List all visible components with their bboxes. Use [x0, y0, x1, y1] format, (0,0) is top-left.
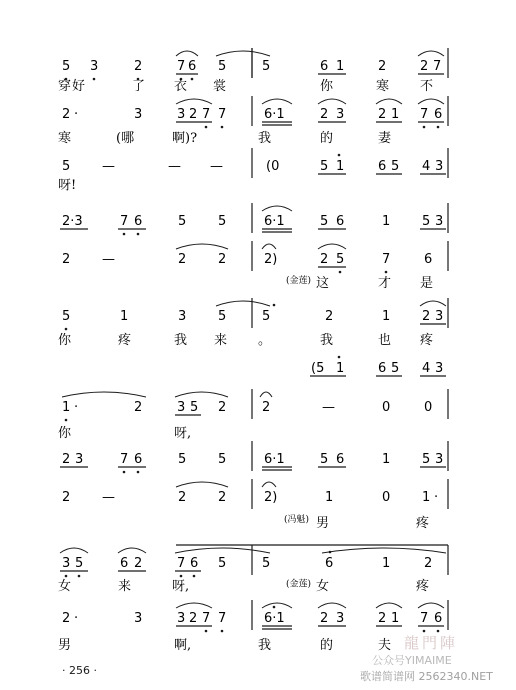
- lyric-char: 你: [320, 79, 334, 94]
- note: 2: [320, 611, 329, 626]
- note: 1: [391, 611, 400, 626]
- note: 5: [320, 214, 329, 229]
- note: 2: [320, 107, 329, 122]
- note: 6: [134, 452, 143, 467]
- note: 2: [62, 452, 71, 467]
- note: 2: [62, 252, 71, 267]
- note: 3: [336, 107, 345, 122]
- note: —: [102, 159, 115, 174]
- lyric-char: 夫: [378, 638, 392, 653]
- octave-dot: [205, 630, 208, 633]
- note: 7: [420, 611, 429, 626]
- note: 5: [190, 400, 199, 415]
- speaker-label: (冯魁): [284, 515, 310, 525]
- note: 1: [336, 361, 345, 376]
- note: 3: [75, 452, 84, 467]
- note: 3: [90, 59, 99, 74]
- note: 6: [434, 107, 443, 122]
- note: 3: [435, 159, 444, 174]
- note: 4: [422, 361, 431, 376]
- note: 1: [336, 159, 345, 174]
- lyric-char: 你: [58, 333, 72, 348]
- note: —: [102, 490, 115, 505]
- note: 2: [378, 107, 387, 122]
- note: 6·1: [264, 214, 285, 229]
- slur: [318, 244, 346, 249]
- note: 6: [325, 556, 334, 571]
- slur: [376, 99, 402, 104]
- note: 2: [378, 59, 387, 74]
- lyric-char: 男: [58, 638, 72, 653]
- note: 7: [218, 107, 227, 122]
- lyric-char: 我: [258, 638, 272, 653]
- note: 5: [178, 214, 187, 229]
- note: 5: [62, 309, 71, 324]
- note: 6: [320, 59, 329, 74]
- octave-dot: [437, 126, 440, 129]
- octave-dot: [137, 233, 140, 236]
- slur: [418, 51, 444, 56]
- note: 5: [422, 214, 431, 229]
- slur: [216, 51, 270, 56]
- note: ·: [434, 490, 439, 505]
- lyric-char: 来: [118, 579, 132, 594]
- octave-dot: [65, 575, 68, 578]
- octave-dot: [338, 154, 341, 157]
- note: 2: [325, 309, 334, 324]
- note: 5: [320, 452, 329, 467]
- octave-dot: [93, 78, 96, 81]
- slur: [62, 392, 146, 397]
- note: 5: [320, 159, 329, 174]
- note: 0: [382, 400, 391, 415]
- octave-dot: [339, 271, 342, 274]
- lyric-char: 你: [58, 426, 72, 441]
- slur: [176, 603, 212, 608]
- note: 7: [120, 452, 129, 467]
- octave-dot: [338, 356, 341, 359]
- note: —: [102, 252, 115, 267]
- note: 0: [424, 400, 433, 415]
- note: 6: [434, 611, 443, 626]
- note: 2·3: [62, 214, 83, 229]
- lyric-char: 的: [320, 131, 334, 146]
- note: 3: [62, 556, 71, 571]
- speaker-marks: [284, 274, 311, 590]
- note: 1: [382, 556, 391, 571]
- lyric-char: 男: [316, 516, 330, 531]
- note: 5: [391, 159, 400, 174]
- lyric-char: 是: [420, 276, 434, 291]
- note: 5: [262, 556, 271, 571]
- note: 2): [264, 490, 278, 505]
- note: 1: [382, 309, 391, 324]
- octave-dot: [180, 575, 183, 578]
- note: 2: [422, 309, 431, 324]
- note: 2: [134, 59, 143, 74]
- lyric-char: 啊)?: [172, 131, 198, 146]
- note: 3: [134, 611, 143, 626]
- note: 1: [336, 59, 345, 74]
- octave-dot: [193, 575, 196, 578]
- lyric-char: 的: [320, 638, 334, 653]
- slur: [418, 603, 444, 608]
- note: 2: [420, 59, 429, 74]
- slur: [216, 301, 270, 306]
- note: 7: [202, 107, 211, 122]
- lyric-char: 疼: [118, 333, 132, 348]
- note: 2: [189, 611, 198, 626]
- watermark-logo: 龍門陣: [404, 634, 459, 652]
- note: ·: [74, 611, 79, 626]
- lyric-char: 我: [258, 131, 272, 146]
- note: 2): [264, 252, 278, 267]
- lyric-char: 了: [132, 79, 146, 94]
- octave-dot: [273, 606, 276, 609]
- note: 2: [424, 556, 433, 571]
- lyric-char: 呀!: [58, 178, 77, 193]
- lyric-char: 妻: [378, 131, 392, 146]
- note: 1: [325, 490, 334, 505]
- note: ·: [74, 400, 79, 415]
- slur: [176, 482, 228, 487]
- lyric-char: 这: [316, 276, 330, 291]
- note: 6: [134, 214, 143, 229]
- watermark-site: 公众号YIMAIME: [372, 654, 452, 667]
- note: 2: [134, 556, 143, 571]
- note: 2: [320, 252, 329, 267]
- octave-dot: [78, 575, 81, 578]
- note: 5: [178, 452, 187, 467]
- note: 6: [378, 159, 387, 174]
- note: 5: [62, 159, 71, 174]
- note: —: [322, 400, 335, 415]
- octave-dot: [123, 471, 126, 474]
- note: 1: [422, 490, 431, 505]
- note: 6·1: [264, 107, 285, 122]
- note: 6: [190, 556, 199, 571]
- slur: [418, 99, 444, 104]
- note: 2: [262, 400, 271, 415]
- slur: [318, 603, 346, 608]
- note: (5: [311, 361, 325, 376]
- octave-dot: [221, 630, 224, 633]
- note: 5: [218, 309, 227, 324]
- note: 7: [120, 214, 129, 229]
- note: 6: [424, 252, 433, 267]
- note: 2: [62, 611, 71, 626]
- note: 6: [336, 452, 345, 467]
- slur: [176, 244, 228, 249]
- note: 5: [262, 309, 271, 324]
- note: 1: [391, 107, 400, 122]
- note: 5: [218, 452, 227, 467]
- lyric-char: 我: [174, 333, 188, 348]
- slur: [420, 301, 446, 306]
- note: 3: [336, 611, 345, 626]
- note: 5: [218, 59, 227, 74]
- note: 1: [382, 452, 391, 467]
- note: 5: [62, 59, 71, 74]
- note: 2: [62, 107, 71, 122]
- note: 3: [177, 107, 186, 122]
- note: 6: [188, 59, 197, 74]
- octave-dot: [273, 304, 276, 307]
- note: 6: [120, 556, 129, 571]
- octave-dot: [385, 271, 388, 274]
- slur: [118, 548, 146, 553]
- note: 2: [218, 252, 227, 267]
- note: 3: [435, 309, 444, 324]
- lyric-char: 裳: [213, 79, 227, 94]
- note: 3: [178, 309, 187, 324]
- note: 6·1: [264, 452, 285, 467]
- note: 6: [336, 214, 345, 229]
- lyric-char: 啊,: [174, 638, 192, 653]
- note: 4: [422, 159, 431, 174]
- slur: [262, 603, 292, 608]
- note: 7: [218, 611, 227, 626]
- lyric-char: 女: [316, 579, 330, 594]
- note: 5: [218, 556, 227, 571]
- note: 3: [177, 611, 186, 626]
- note: 1: [62, 400, 71, 415]
- note: 2: [218, 400, 227, 415]
- lyric-char: 呀,: [172, 579, 190, 594]
- page-number: · 256 ·: [62, 664, 97, 677]
- note: (0: [266, 159, 280, 174]
- note: 6: [378, 361, 387, 376]
- slur: [376, 603, 402, 608]
- slur: [262, 482, 276, 487]
- note: 6·1: [264, 611, 285, 626]
- lyric-char: 女: [58, 579, 72, 594]
- note: 3: [435, 452, 444, 467]
- slur: [322, 548, 446, 553]
- note: —: [168, 159, 181, 174]
- note: 5: [262, 59, 271, 74]
- octave-dot: [423, 126, 426, 129]
- note: 0: [382, 490, 391, 505]
- lyric-char: 疼: [416, 579, 430, 594]
- octave-dot: [65, 328, 68, 331]
- lyric-char: 。: [258, 333, 272, 348]
- octave-dot: [221, 126, 224, 129]
- octave-dot: [191, 78, 194, 81]
- slur: [318, 99, 346, 104]
- note: 5: [422, 452, 431, 467]
- note: 3: [435, 361, 444, 376]
- note: 1: [382, 214, 391, 229]
- note: 2: [62, 490, 71, 505]
- lyric-char: 穿: [58, 79, 72, 94]
- octave-dot: [123, 233, 126, 236]
- watermark-caption: 歌谱简谱网 2562340.NET: [360, 670, 493, 683]
- note: 7: [177, 556, 186, 571]
- note: 2: [378, 611, 387, 626]
- note: 2: [178, 252, 187, 267]
- lyric-char: 寒: [376, 79, 390, 94]
- lyric-char: 好: [72, 79, 86, 94]
- slur: [262, 206, 292, 211]
- lyric-char: (哪: [116, 131, 135, 146]
- note: 3: [134, 107, 143, 122]
- slur: [176, 99, 212, 104]
- slur: [176, 51, 198, 56]
- slur: [175, 392, 228, 397]
- lyric-char: 呀,: [174, 426, 192, 441]
- note: 5: [218, 214, 227, 229]
- note: 5: [336, 252, 345, 267]
- octave-dot: [329, 551, 332, 554]
- note: 2: [218, 490, 227, 505]
- lyric-char: 我: [320, 333, 334, 348]
- lyric-char: 也: [378, 333, 392, 348]
- note: 7: [382, 252, 391, 267]
- note: ·: [74, 107, 79, 122]
- note: 7: [433, 59, 442, 74]
- slur: [175, 548, 270, 553]
- lyric-char: 疼: [416, 516, 430, 531]
- note: 2: [189, 107, 198, 122]
- lyric-char: 来: [214, 333, 228, 348]
- note: 7: [202, 611, 211, 626]
- speaker-label: (金莲): [286, 579, 312, 590]
- note: 7: [177, 59, 186, 74]
- lyric-char: 寒: [58, 131, 72, 146]
- lyric-char: 衣: [174, 79, 188, 94]
- note: 5: [75, 556, 84, 571]
- note: 3: [177, 400, 186, 415]
- speaker-label: (金莲): [286, 276, 312, 286]
- note: 2: [178, 490, 187, 505]
- slur: [260, 392, 272, 397]
- slur: [262, 244, 276, 249]
- note: 5: [391, 361, 400, 376]
- octave-dot: [205, 126, 208, 129]
- octave-dot: [137, 471, 140, 474]
- note: 1: [120, 309, 129, 324]
- note: 2: [134, 400, 143, 415]
- slur: [262, 99, 292, 104]
- note: 7: [420, 107, 429, 122]
- lyric-char: 不: [420, 79, 434, 94]
- slur: [60, 548, 88, 553]
- lyric-char: 疼: [420, 333, 434, 348]
- note: —: [210, 159, 223, 174]
- lyric-char: 才: [378, 276, 392, 291]
- octave-dot: [65, 419, 68, 422]
- note: 3: [435, 214, 444, 229]
